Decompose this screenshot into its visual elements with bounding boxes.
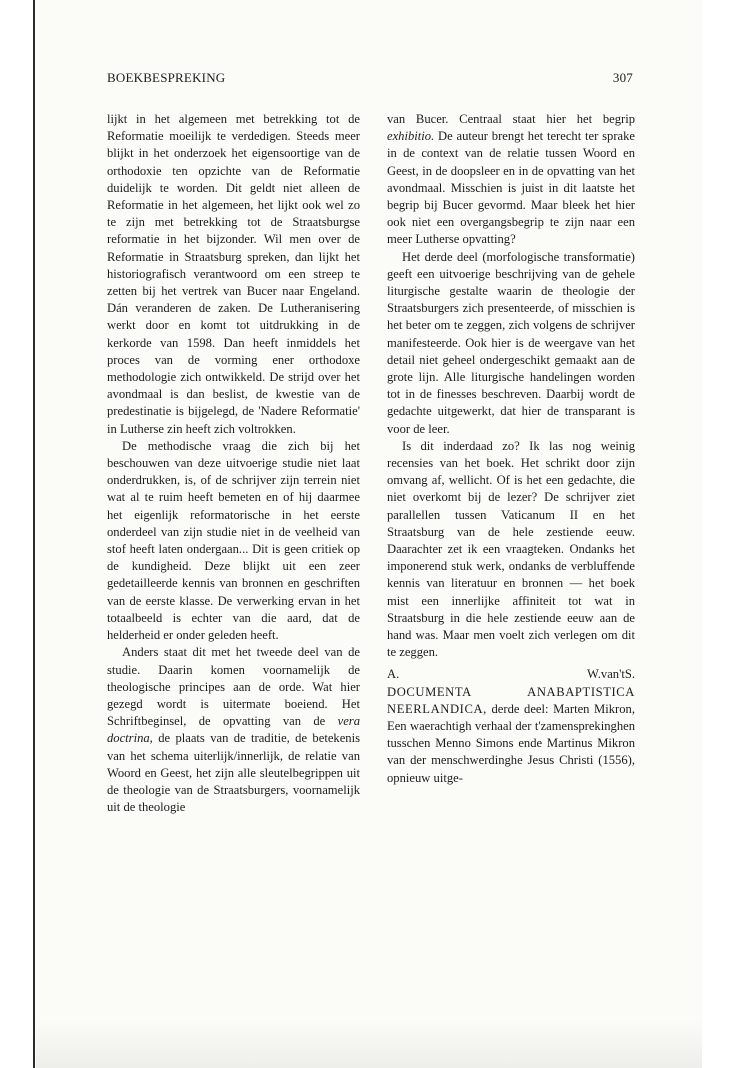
book-details: derde deel: Marten Mikron, Een waerachtigh verhaal der t'zamensprekinghen tusschen Menno Simons ende Martinus Mikron van der menschwerdinghe Jesus Christi (1556), opnieuw uitge- — [387, 701, 635, 785]
signoff-initial: A. — [387, 666, 400, 681]
page-number: 307 — [612, 70, 633, 85]
right-column — [387, 111, 635, 787]
scan-edge — [33, 0, 35, 1068]
emphasis: exhibitio. — [387, 129, 435, 144]
text-run: De auteur brengt het terecht ter sprake in de context van de relatie tussen Woord en Geest, in de doopsleer en in de opvatting van het avondmaal. Misschien is juist in dit laatste het begrip bij Bucer gevormd. Maar bleek het hier ook niet een overgangsbegrip te zijn naar een meer Lutherse opvatting? — [387, 129, 635, 247]
emphasis: vera doctrina, — [107, 714, 360, 746]
paragraph — [107, 644, 360, 816]
left-column — [107, 111, 360, 816]
next-review-heading — [387, 684, 635, 787]
book-title-caps: DOCUMENTA ANABAPTISTICA NEERLANDICA, — [387, 684, 635, 716]
text-run: van Bucer. Centraal staat hier het begrip — [387, 112, 635, 126]
text-run: Anders staat dit met het tweede deel van de studie. Daarin komen voornamelijk de theologische principes aan de orde. Wat hier gezegd wordt is uitermate boeiend. Het Schriftbeginsel, de opvatting van de — [107, 645, 360, 729]
section-title: BOEKBESPREKING — [107, 70, 226, 85]
paragraph: Het derde deel (morfologische transformatie) geeft een uitvoerige beschrijving van de gehele liturgische gestalte waarin de theologie der Straatsburgers zich presenteerde, of misschien is het beter om te zeggen, zich volgens de schrijver manifesteerde. Ook hier is de weergave van het detail niet geheel ondergeschikt gemaakt aan de grote lijn. Alle liturgische handelingen worden tot in de finesses beschreven. Daarbij wordt de gedachte uitgewerkt, dat hier de transparant is voor de leer. — [387, 249, 635, 436]
reviewer-signature: W.van'tS. — [587, 666, 635, 681]
paragraph: De methodische vraag die zich bij het beschouwen van deze uitvoerige studie niet laat onderdrukken, is, of de schrijver zijn terrein niet wat al te ruim heeft bemeten en of hij daarmee het eigenlijk reformatorische in het eerste onderdeel van zijn studie niet in de veelheid van stof heeft laten ondergaan... Dit is geen critiek op de kundigheid. Deze blijkt uit een zeer gedetailleerde kennis van bronnen en geschriften van de eerste klasse. De verwerking ervan in het totaalbeeld is echter van die aard, dat de helderheid er onder geleden heeft. — [107, 438, 360, 643]
paragraph — [387, 111, 635, 249]
text-run: de plaats van de traditie, de betekenis van het schema uiterlijk/innerlijk, de relatie van Woord en Geest, het zijn alle sleutelbegrippen uit de theologie van de Straatsburgers, voornamelijk uit de theologie — [107, 731, 360, 815]
paragraph: Is dit inderdaad zo? Ik las nog weinig recensies van het boek. Het schrikt door zijn omvang af, wellicht. Of is het een gedachte, die niet overkomt bij de lezer? De schrijver ziet parallellen tussen Vaticanum II en het Straatsburg van de hele zestiende eeuw. Daarachter zet ik een vraagteken. Ondanks het imponerend stuk werk, ondanks de verbluffende kennis van literatuur en bronnen — het boek mist een innerlijke affiniteit tot wat in Straatsburg in die hele zestiende eeuw aan de hand was. Maar men voelt zich verlegen om dit te zeggen. — [387, 438, 635, 660]
paragraph: lijkt in het algemeen met betrekking tot de Reformatie moeilijk te verdedigen. Steeds meer blijkt in het onderzoek het eigensoortige van de orthodoxie ten opzichte van de Reformatie duidelijk te worden. Dit geldt niet alleen de Reformatie in het algemeen, het lijkt ook wel zo te zijn met betrekking tot de Straatsburgse reformatie in het bijzonder. Wil men over de Reformatie in Straatsburg spreken, dan lijkt het historiografisch verantwoord om een streep te zetten bij het vertrek van Bucer naar Engeland. Dán veranderen de zaken. De Lutheranisering werkt door en komt tot uitdrukking in de kerkorde van 1598. Dan heeft inmiddels het proces van de vorming ener orthodoxe methodologie zich ontwikkeld. De strijd over het avondmaal is dan beslist, de kwestie van de predestinatie is bijgelegd, de 'Nadere Reformatie' in Lutherse zin heeft zich voltrokken. — [107, 112, 360, 436]
review-signoff — [387, 666, 635, 684]
scan-shadow — [36, 1020, 702, 1068]
